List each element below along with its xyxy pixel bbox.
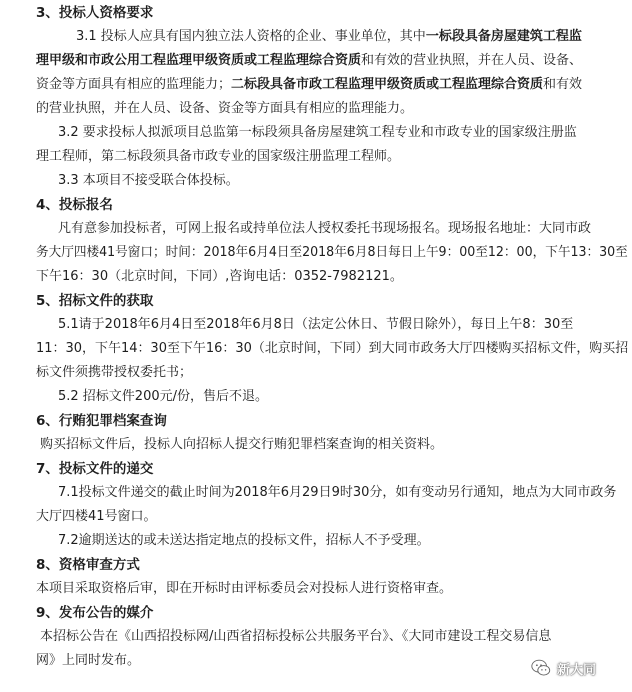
section-8-heading: 8、资格审查方式 [36, 557, 140, 573]
section-5-2: 5.2 招标文件200元/份，售后不退。 [58, 389, 268, 404]
section-3-heading: 3、投标人资格要求 [36, 5, 154, 21]
section-5-heading: 5、招标文件的获取 [36, 293, 154, 309]
section-5-1-line-2: 11：30，下午14：30至下午16：30（北京时间，下同）到大同市政务大厅四楼购买招标文件，购买招 [36, 341, 629, 356]
section-5-1-line-3: 标文件须携带授权委托书； [36, 365, 193, 380]
section-3-3: 3.3 本项目不接受联合体投标。 [58, 173, 239, 188]
watermark [530, 655, 596, 681]
watermark-text: 新大同 [557, 662, 597, 678]
section-9-line-1: 本招标公告在《山西招投标网/山西省招标投标公共服务平台》、《大同市建设工程交易信息 [40, 629, 552, 644]
section-3-1-line-3: 资金等方面具有相应的监理能力；二标段具备市政工程监理甲级资质或工程监理综合资质和有效 [36, 77, 583, 92]
section-9-heading: 9、发布公告的媒介 [36, 605, 154, 621]
section-9-line-2: 网》上同时发布。 [36, 653, 141, 668]
section-3-1-line-1: 3.1 投标人应具有国内独立法人资格的企业、事业单位，其中一标段具备房屋建筑工程监 [76, 29, 582, 44]
section-7-1-line-1: 7.1投标文件递交的截止时间为2018年6月29日9时30分，如有变动另行通知，地点为大同市政务 [58, 485, 617, 500]
section-3-2-line-1: 3.2 要求投标人拟派项目总监第一标段须具备房屋建筑工程专业和市政专业的国家级注册监 [58, 125, 577, 140]
section-3-1-line-4: 的营业执照，并在人员、设备、资金等方面具有相应的监理能力。 [36, 101, 414, 116]
section-4-line-1: 凡有意参加投标者，可网上报名或持单位法人授权委托书现场报名。现场报名地址：大同市政 [58, 221, 592, 236]
section-3-1-line-2: 理甲级和市政公用工程监理甲级资质或工程监理综合资质和有效的营业执照，并在人员、设备、 [36, 53, 583, 68]
section-7-2: 7.2逾期送达的或未送达指定地点的投标文件，招标人不予受理。 [58, 533, 430, 548]
section-6-heading: 6、行贿犯罪档案查询 [36, 413, 167, 429]
section-7-heading: 7、投标文件的递交 [36, 461, 154, 477]
section-4-line-2: 务大厅四楼41号窗口；时间：2018年6月4日至2018年6月8日每日上午9：00至12：00，下午13：30至 [36, 245, 628, 260]
section-3-2-line-2: 理工程师，第二标段须具备市政专业的国家级注册监理工程师。 [36, 149, 401, 164]
section-8-line-1: 本项目采取资格后审，即在开标时由评标委员会对投标人进行资格审查。 [36, 581, 453, 596]
section-6-line-1: 购买招标文件后，投标人向招标人提交行贿犯罪档案查询的相关资料。 [40, 437, 444, 452]
section-5-1-line-1: 5.1请于2018年6月4日至2018年6月8日（法定公休日、节假日除外），每日上午8：30至 [58, 317, 574, 332]
wechat-icon [530, 657, 552, 679]
section-4-line-3: 下午16：30（北京时间，下同）,咨询电话：0352-7982121。 [36, 269, 403, 284]
section-7-1-line-2: 大厅四楼41号窗口。 [36, 509, 157, 524]
section-4-heading: 4、投标报名 [36, 197, 113, 213]
